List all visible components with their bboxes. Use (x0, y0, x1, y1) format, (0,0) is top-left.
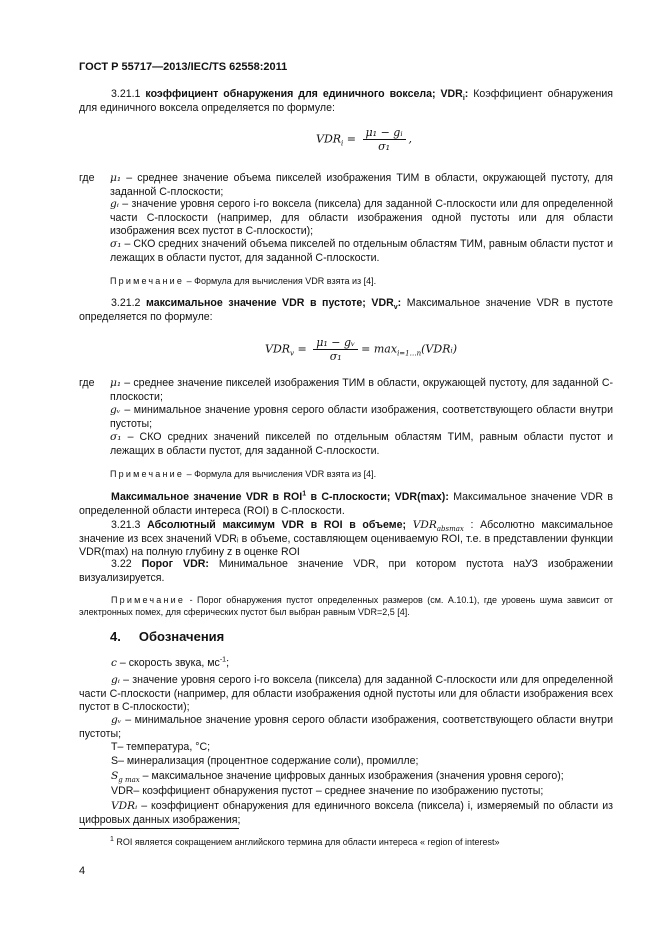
symbol-sup: -1 (219, 656, 227, 664)
definition-text: – СКО средних значений объема пикселей по отдельным областям ТИМ, равным области пустот и лежащих в области пустот, для заданной С-плоскости. (110, 238, 613, 264)
clause-3-21-1 (79, 88, 613, 115)
section-number: 4. (110, 629, 121, 644)
definition-g (110, 198, 613, 239)
symbol-text: – значение уровня серого i-го воксела (пиксела) для заданной С-плоскости или для определенной части С-плоскости (например, для области изображения одной пустоты или для области изображения всех пустот в С-плоскости); (79, 674, 613, 714)
formula-fraction (313, 336, 358, 363)
symbol-g: gᵥ (110, 404, 121, 416)
symbol: VDRᵢ (111, 800, 138, 812)
formula-lhs: VDR (316, 132, 342, 146)
formula-lhs-sub: i (341, 139, 344, 148)
formula-lhs: VDR (265, 342, 291, 356)
formula-vdr-i (316, 126, 412, 153)
symbol-sigma: σ₁ (110, 431, 122, 443)
clause-term: коэффициент обнаружения для единичного воксела; VDR (145, 88, 463, 100)
clause-text: : Абсолютно максимальное значение из всех значений VDRᵢ в объеме, составляющем оцениваемую ROI, т.е. в представлении функции VDR(max) на полную глубину z в оценке ROI (79, 519, 614, 559)
symbol-mu: μ₁ (110, 172, 122, 184)
symbol-s: S– минерализация (процентное содержание соли), промилле; (111, 755, 419, 767)
formula-denominator: σ₁ (378, 140, 390, 153)
note-label: Примечание (110, 276, 185, 286)
symbol-text: – скорость звука, мс (116, 657, 220, 669)
symbol-t: T– температура, °C; (111, 741, 211, 753)
clause-number: 3.21.1 (111, 88, 141, 100)
formula-numerator: μ₁ − gᵢ (363, 126, 406, 140)
symbol-c (79, 657, 613, 671)
symbol-end: ; (226, 657, 230, 669)
symbol-text: – минимальное значение уровня серого области изображения, соответствующего области внутри пустоты; (79, 714, 613, 740)
symbol: c (111, 657, 117, 669)
symbol-gi (79, 674, 613, 715)
symbol: gᵥ (111, 714, 122, 726)
definition-text: – среднее значение объема пикселей изображения ТИМ в области, окружающей пустоту, для заданной С-плоскости; (110, 172, 613, 198)
clause-text: Коэффициент обнаружения для единичного воксела определяется по формуле: (79, 88, 613, 114)
formula-rhs-sub: i=1…n (397, 349, 422, 358)
definition-text: – минимальное значение уровня серого области изображения, соответствующего области внутри пустоты; (110, 404, 613, 430)
clause-term: Порог VDR: (141, 558, 209, 570)
symbol-sg-max (79, 770, 613, 784)
definition-text: – значение уровня серого i-го воксела (пиксела) для заданной С-плоскости или для определенной части С-плоскости (например, для области изображения одной пустоты или для области изображения всех пустот в С-плоскости); (110, 198, 613, 238)
footnote-separator (79, 828, 239, 829)
clause-term: Максимальное значение VDR в ROI (111, 491, 303, 503)
page-number: 4 (79, 865, 86, 877)
symbol-text: – максимальное значение цифровых данных изображения (значения уровня серого); (139, 770, 564, 782)
note-1 (110, 275, 613, 287)
note-text: - Порог обнаружения пустот определенных размеров (см. А.10.1), где уровень шума зависит от электронных помех, для сферических пустот был выбран равным VDR=2,5 [4]. (79, 595, 613, 617)
clause-term-2: в С-плоскости; VDR(max): (306, 491, 449, 503)
definition-sigma (110, 238, 613, 265)
page-header: ГОСТ Р 55717—2013/IEC/TS 62558:2011 (79, 61, 288, 73)
definition-sigma (110, 431, 613, 458)
section-title: Обозначения (138, 629, 225, 644)
definition-mu (110, 377, 613, 404)
formula-fraction (363, 126, 406, 153)
where-lead: где (79, 377, 95, 389)
clause-term-sub: v (393, 304, 398, 312)
formula-eq: = (297, 342, 307, 356)
definition-mu (110, 172, 613, 199)
footnote-number: 1 (110, 836, 114, 843)
clause-3-21-2 (79, 297, 613, 324)
symbol-vdr: VDR (412, 519, 437, 531)
note-text: – Формула для вычисления VDR взята из [4]. (184, 469, 377, 479)
clause-text: Максимальное значение VDR в пустоте определяется по формуле: (79, 297, 613, 323)
symbol: S (111, 770, 119, 782)
clause-colon: : (464, 88, 469, 100)
clause-term: Абсолютный максимум VDR в ROI в объеме; (147, 519, 407, 531)
symbol-sigma: σ₁ (110, 238, 122, 250)
definition-g (110, 404, 613, 431)
clause-3-22 (79, 558, 613, 585)
section-heading (110, 630, 224, 644)
clause-text: Максимальное значение VDR в определенной области интереса (ROI) в С-плоскости. (79, 491, 614, 517)
symbol-gv (79, 714, 613, 741)
footnote-text: ROI является сокращением английского термина для области интереса « region of interest» (113, 837, 500, 847)
formula-tail: , (408, 132, 413, 146)
where-lead: где (79, 172, 95, 184)
formula-rhs: = max (361, 342, 398, 356)
clause-3-21-3 (79, 519, 613, 560)
formula-vdr-v (265, 336, 457, 363)
symbol-vdr: VDR– коэффициент обнаружения пустот – среднее значение по изображению пустоты; (111, 785, 544, 797)
note-3 (79, 594, 613, 618)
clause-number: 3.21.3 (111, 519, 141, 531)
symbol-sub: g max (118, 776, 140, 785)
clause-text: Минимальное значение VDR, при котором пустота наУЗ изображении визуализируется. (79, 558, 613, 584)
formula-denominator: σ₁ (329, 350, 342, 363)
symbol-text: – коэффициент обнаружения для единичного воксела (пиксела) i, измеряемый по области из цифровых данных изображения; (79, 800, 613, 826)
symbol-g: gᵢ (110, 198, 119, 210)
note-label: Примечание (110, 469, 185, 479)
clause-vdr-max (79, 491, 613, 518)
clause-term-sub: i (462, 95, 465, 103)
formula-numerator: μ₁ − gᵥ (313, 336, 358, 350)
formula-rhs-tail: (VDRᵢ) (421, 342, 457, 356)
clause-number: 3.21.2 (111, 297, 141, 309)
symbol-vdr-i (79, 800, 613, 827)
definition-text: – среднее значение пикселей изображения ТИМ в области, окружающей пустоту, для заданной С-плоскости; (110, 377, 613, 403)
note-text: – Формула для вычисления VDR взята из [4]. (184, 276, 377, 286)
clause-number: 3.22 (111, 558, 132, 570)
clause-term: максимальное значение VDR в пустоте; VDR (146, 297, 394, 309)
note-label: Примечание (111, 595, 186, 605)
clause-colon: : (397, 297, 402, 309)
symbol-mu: μ₁ (110, 377, 122, 389)
note-2 (110, 468, 613, 480)
formula-lhs-sub: v (290, 349, 295, 358)
symbol-vdr-sub: absmax (436, 525, 464, 534)
symbol: gᵢ (111, 674, 120, 686)
definition-text: – СКО средних значений пикселей по отдельным областям ТИМ, равным области пустот и лежащих в области пустот, для заданной С-плоскости. (110, 431, 613, 457)
footnote-ref: 1 (302, 490, 307, 498)
footnote (110, 836, 500, 850)
formula-eq: = (346, 132, 357, 146)
